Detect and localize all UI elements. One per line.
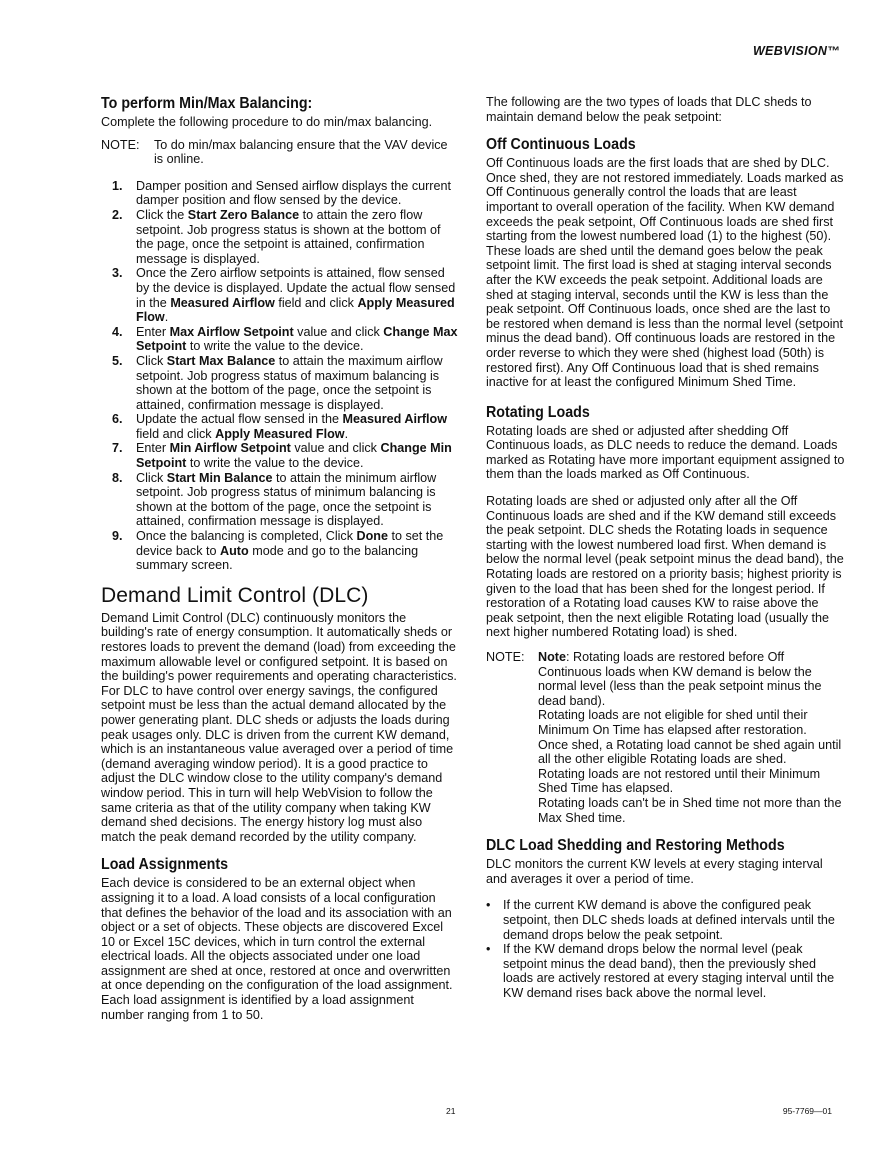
minmax-intro: Complete the following procedure to do min/max balancing. [101, 115, 433, 129]
bullet-text: If the KW demand drops below the normal level (peak setpoint minus the dead band), then the previously shed loads are actively restored at every staging interval until the KW demand rises back above the normal level. [503, 942, 835, 1000]
dlc-heading: Demand Limit Control (DLC) [101, 583, 369, 607]
procedure-step [101, 354, 459, 412]
rotating-p2: Rotating loads are shed or adjusted only after all the Off Continuous loads are shed and if the KW demand still exceeds the peak setpoint. DLC sheds the Rotating loads in sequence starting with the lowest numbered load first. When demand is below the normal level (peak setpoint minus the dead band), the Rotating loads are restored on a priority basis; highest priority is given to the load that has been shed for the longest period. If restoration of a Rotating load causes KW to raise above the peak setpoint, then the next eligible Rotating load (usually the next higher numbered Rotating load) is shed. [486, 494, 844, 640]
bullet-icon: • [486, 942, 491, 957]
note-line: Rotating loads can't be in Shed time not more than the Max Shed time. [538, 795, 842, 825]
minmax-heading: To perform Min/Max Balancing: [101, 95, 313, 112]
step-number: 4. [112, 324, 123, 339]
shedding-heading: DLC Load Shedding and Restoring Methods [486, 837, 785, 855]
note-text [538, 650, 846, 825]
rotating-heading: Rotating Loads [486, 403, 590, 421]
step-number: 1. [112, 178, 123, 193]
note-bold: Note [538, 650, 566, 664]
step-number: 6. [112, 412, 123, 427]
rotating-p1: Rotating loads are shed or adjusted after shedding Off Continuous loads, as DLC needs to reduce the demand. Loads marked as Rotating have more important equipment assigned to them than the loads marked as Off Continuous. [486, 423, 845, 482]
procedure-step [101, 471, 459, 529]
off-continuous-heading: Off Continuous Loads [486, 136, 636, 154]
step-text: Once the balancing is completed, Click Done to set the device back to Auto mode and go to the balancing summary screen. [136, 529, 444, 573]
page-number: 21 [446, 1106, 456, 1116]
load-assignments-heading: Load Assignments [101, 856, 229, 874]
note-text: To do min/max balancing ensure that the VAV device is online. [154, 137, 448, 167]
right-column [486, 95, 846, 1000]
step-number: 5. [112, 353, 123, 368]
dlc-body: Demand Limit Control (DLC) continuously monitors the building's rate of energy consumption. It automatically sheds or restores loads to prevent the demand (load) from exceeding the maximum allowable level or configured setpoint. It is based on the building's power requirements and operating characteristics. For DLC to have control over energy savings, the configured setpoint must be less than the actual demand allocated by the power generating plant. DLC sheds or adjusts the loads during peak usages only. DLC is driven from the current KW demand, which is an instantaneous value averaged over a period of time (demand averaging window period). It is a good practice to adjust the DLC window close to the utility company's demand window period. This in turn will help WebVision to follow the same criteria as that of the utility company when taking KW demand shed decisions. The energy history log must also match the peak demand recorded by the utility company. [101, 610, 457, 844]
rotating-note [486, 650, 846, 825]
step-number: 9. [112, 529, 123, 544]
step-text: Enter Min Airflow Setpoint value and click Change Min Setpoint to write the value to the device. [136, 441, 452, 471]
off-continuous-body: Off Continuous loads are the first loads that are shed by DLC. Once shed, they are not restored immediately. Loads marked as Off Continuous generally control the loads that are least important to overall operation of the facility. When KW demand exceeds the peak setpoint, Off Continuous loads are shed first starting from the lowest numbered load (1) to the highest (50). These loads are shed until the demand goes below the peak setpoint limit. The first load is shed at staging interval seconds after the KW exceeds the peak setpoint. Additional loads are shed at staging interval, seconds until the KW is less than the peak setpoint. Off Continuous loads, once shed are the last to be restored when demand is less than the normal level (setpoint minus the dead band). Off continuous loads are restored in the order reverse to which they were shed (highest load (50th) is restored first). Any Off Continuous load that is shed remains inactive for at least the configured Minimum Shed Time. [486, 156, 844, 390]
left-column [101, 95, 459, 1030]
note-line: Rotating loads are not restored until their Minimum Shed Time has elapsed. [538, 766, 821, 796]
document-number: 95-7769—01 [782, 1106, 832, 1116]
note-label: NOTE: [486, 650, 525, 664]
step-text: Enter Max Airflow Setpoint value and click Change Max Setpoint to write the value to the device. [136, 324, 458, 354]
procedure-step [101, 266, 459, 324]
procedure-step [101, 529, 459, 573]
step-text: Click Start Max Balance to attain the maximum airflow setpoint. Job progress status of maximum balancing is shown at the bottom of the page, once the setpoint is attained, confirmation message is displayed. [136, 353, 443, 412]
running-header: WEBVISION™ [752, 44, 840, 58]
minmax-steps [101, 179, 459, 573]
list-item [486, 942, 846, 1000]
bullet-text: If the current KW demand is above the configured peak setpoint, then DLC sheds loads at defined intervals until the demand drops below the peak setpoint. [503, 898, 835, 942]
step-text: Once the Zero airflow setpoints is attained, flow sensed by the device is displayed. Update the actual flow sensed in the Measured Airflow field and click Apply Measured Flow. [136, 266, 456, 325]
procedure-step [101, 325, 459, 354]
step-text: Click Start Min Balance to attain the minimum airflow setpoint. Job progress status of minimum balancing is shown at the bottom of the page, once the setpoint is attained, confirmation message is displayed. [136, 470, 437, 529]
loads-intro: The following are the two types of loads that DLC sheds to maintain demand below the peak setpoint: [486, 95, 812, 124]
bullet-icon: • [486, 898, 491, 913]
procedure-step [101, 179, 459, 208]
step-number: 3. [112, 266, 123, 281]
shedding-bullets [486, 898, 846, 1000]
procedure-step [101, 208, 459, 266]
minmax-note [101, 138, 459, 167]
list-item [486, 898, 846, 942]
step-number: 2. [112, 207, 123, 222]
shedding-body: DLC monitors the current KW levels at every staging interval and averages it over a period of time. [486, 857, 823, 886]
step-text: Damper position and Sensed airflow displays the current damper position and flow sensed by the device. [136, 178, 452, 208]
step-text: Update the actual flow sensed in the Measured Airflow field and click Apply Measured Flow. [136, 412, 448, 441]
note-line: Rotating loads are not eligible for shed until their Minimum On Time has elapsed after restoration. [538, 708, 808, 737]
procedure-step [101, 441, 459, 470]
note-label: NOTE: [101, 137, 140, 152]
step-number: 7. [112, 441, 123, 456]
note-line: : Rotating loads are restored before Off Continuous loads when KW demand is below the normal level (less than the peak setpoint minus the dead band). [538, 650, 822, 708]
procedure-step [101, 412, 459, 441]
step-number: 8. [112, 470, 123, 485]
step-text: Click the Start Zero Balance to attain the zero flow setpoint. Job progress status is shown at the bottom of the page, once the setpoint is attained, confirmation message is displayed. [136, 207, 441, 266]
note-line: Once shed, a Rotating load cannot be shed again until all the other eligible Rotating loads are shed. [538, 737, 842, 767]
load-assignments-body: Each device is considered to be an external object when assigning it to a load. A load consists of a local configuration that defines the behavior of the load and its association with an object or a set of objects. These objects are discovered Excel 10 or Excel 15C devices, which in turn control the external electrical loads. All the objects associated under one load assignment are shed at once, restored at once and overwritten at once depending on the configuration of the load assignment. Each load assignment is identified by a load assignment number ranging from 1 to 50. [101, 876, 453, 1022]
